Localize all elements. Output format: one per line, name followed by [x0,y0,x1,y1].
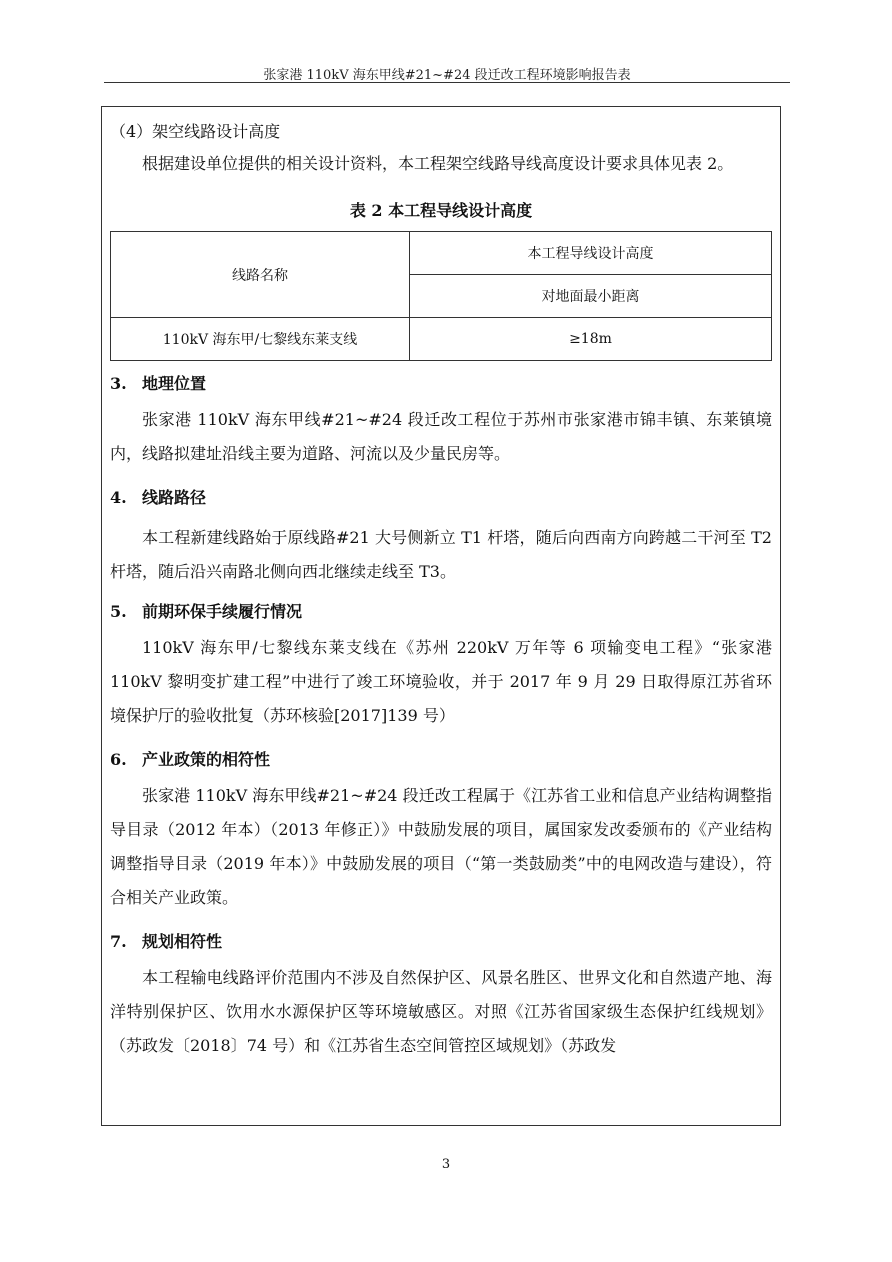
content-frame [101,106,781,1126]
section-heading [110,597,772,627]
section-number: 7. [110,932,127,951]
section-title: 线路路径 [142,488,207,507]
table-row [111,318,772,361]
table-caption: 表 2 本工程导线设计高度 [349,201,533,220]
section-5 [110,597,772,733]
section-paragraph: 本工程输电线路评价范围内不涉及自然保护区、风景名胜区、世界文化和自然遗产地、海洋特别保护区、饮用水水源保护区等环境敏感区。对照《江苏省国家级生态保护红线规划》（苏政发〔2018〕74 号）和《江苏省生态空间管控区域规划》（苏政发 [110,968,772,1055]
section-3 [110,369,772,471]
header-divider [104,82,790,83]
section-title: 前期环保手续履行情况 [142,602,303,621]
section-title: 产业政策的相符性 [142,750,271,769]
section-title: 规划相符性 [142,932,223,951]
section-title: 地理位置 [142,374,207,393]
section-7 [110,927,772,1063]
subsection-paragraph: 根据建设单位提供的相关设计资料，本工程架空线路导线高度设计要求具体见表 2。 [142,154,734,173]
col-header-line-name: 线路名称 [111,232,410,318]
page-header-title: 张家港 110kV 海东甲线#21~#24 段迁改工程环境影响报告表 [263,68,631,83]
section-paragraph: 张家港 110kV 海东甲线#21~#24 段迁改工程属于《江苏省工业和信息产业结构调整指导目录（2012 年本）（2013 年修正）》中鼓励发展的项目，属国家发改委颁布的《产业结构调整指导目录（2019 年本）》中鼓励发展的项目（“第一类鼓励类”中的电网改造与建设），符合相关产业政策。 [110,786,772,907]
section-paragraph: 110kV 海东甲/七黎线东莱支线在《苏州 220kV 万年等 6 项输变电工程》“张家港 110kV 黎明变扩建工程”中进行了竣工环境验收，并于 2017 年 9 月 29 日取得原江苏省环境保护厅的验收批复（苏环核验[2017]139 号） [110,638,772,725]
section-heading [110,745,772,775]
section-heading [110,483,772,513]
section-paragraph: 张家港 110kV 海东甲线#21~#24 段迁改工程位于苏州市张家港市锦丰镇、东莱镇境内，线路拟建址沿线主要为道路、河流以及少量民房等。 [110,410,772,463]
cell-min-distance: ≥18m [410,318,772,361]
section-number: 3. [110,374,127,393]
section-number: 4. [110,488,127,507]
subsection-heading: （4）架空线路设计高度 [110,122,281,141]
content-body [110,117,772,1063]
section-number: 5. [110,602,127,621]
section-heading [110,369,772,399]
cell-line-name: 110kV 海东甲/七黎线东莱支线 [111,318,410,361]
page-number: 3 [441,1157,451,1172]
section-paragraph: 本工程新建线路始于原线路#21 大号侧新立 T1 杆塔，随后向西南方向跨越二干河至 T2 杆塔，随后沿兴南路北侧向西北继续走线至 T3。 [110,528,772,581]
section-heading [110,927,772,957]
section-4 [110,483,772,589]
section-6 [110,745,772,915]
design-height-table [110,231,772,361]
col-subheader-min-distance: 对地面最小距离 [410,275,772,318]
section-number: 6. [110,750,127,769]
col-header-design-height: 本工程导线设计高度 [410,232,772,275]
